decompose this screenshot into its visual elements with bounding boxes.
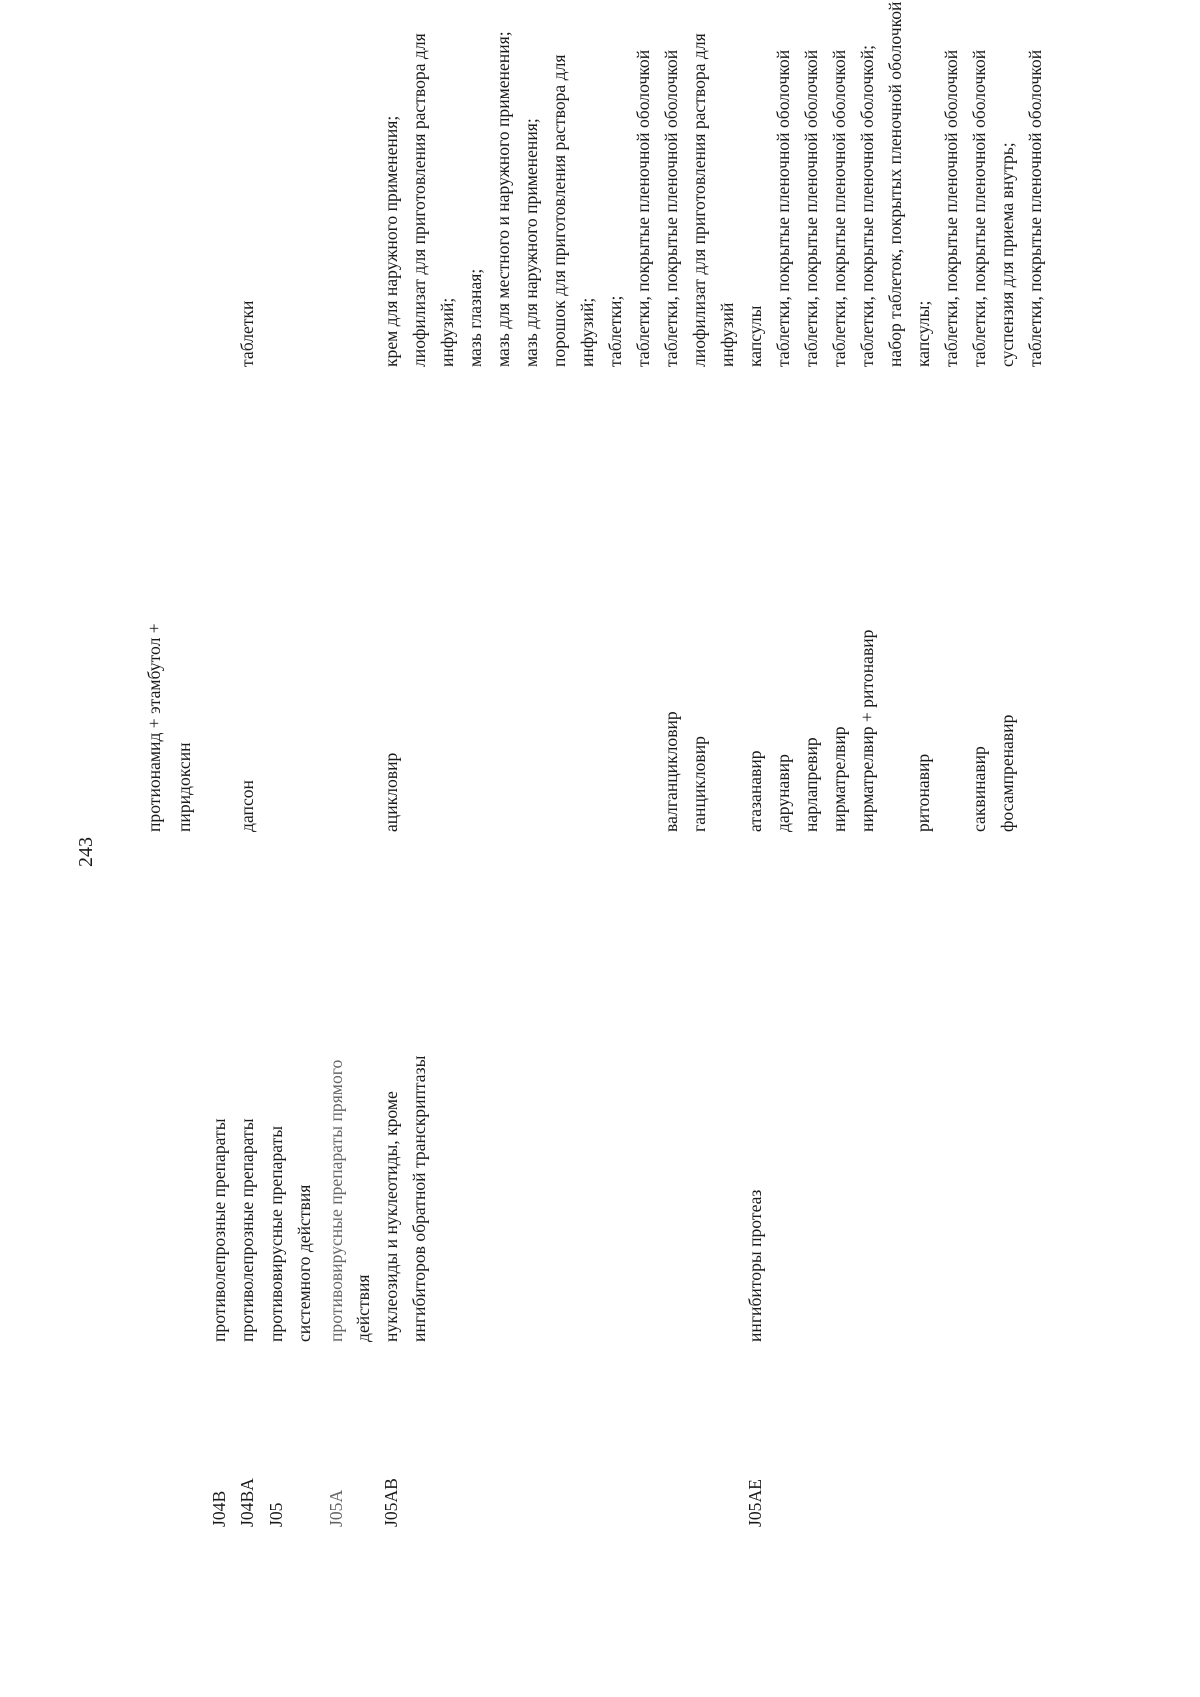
drug-name-cell: нирматрелвир + ритонавир [857, 629, 877, 832]
group-name-cell: противолепрозные препараты [209, 1118, 229, 1342]
dosage-form-cell: инфузий [717, 302, 737, 367]
dosage-form-cell: таблетки, покрытые пленочной оболочкой [829, 49, 849, 367]
group-name-cell: ингибиторов обратной транскриптазы [409, 1055, 429, 1342]
dosage-form-cell: таблетки, покрытые пленочной оболочкой [661, 49, 681, 367]
page-number: 243 [75, 837, 97, 867]
dosage-form-cell: капсулы [745, 305, 765, 367]
drug-name-cell: нарлапревир [801, 737, 821, 832]
drug-name-cell: протионамид + этамбутол + [144, 623, 164, 832]
dosage-form-cell: инфузий; [437, 297, 457, 367]
drug-name-cell: саквинавир [969, 746, 989, 832]
dosage-form-cell: таблетки, покрытые пленочной оболочкой [773, 49, 793, 367]
dosage-form-cell: мазь для местного и наружного применения; [493, 31, 513, 367]
dosage-form-cell: таблетки, покрытые пленочной оболочкой; [857, 44, 877, 367]
dosage-form-cell: таблетки, покрытые пленочной оболочкой [633, 49, 653, 367]
dosage-form-cell: набор таблеток, покрытых пленочной оболочкой [885, 1, 905, 367]
drug-name-cell: ганцикловир [689, 736, 709, 832]
atc-code-cell: J04B [209, 1490, 229, 1527]
drug-name-cell: дарунавир [773, 754, 793, 832]
group-name-cell: нуклеозиды и нуклеотиды, кроме [381, 1091, 401, 1342]
dosage-form-cell: капсулы; [913, 300, 933, 367]
atc-code-cell: J05AB [381, 1478, 401, 1527]
dosage-form-cell: таблетки, покрытые пленочной оболочкой [969, 49, 989, 367]
dosage-form-cell: лиофилизат для приготовления раствора для [409, 33, 429, 367]
drug-name-cell: фосампренавир [997, 714, 1017, 832]
drug-name-cell: пиридоксин [174, 742, 194, 832]
group-name-cell: противолепрозные препараты [237, 1118, 257, 1342]
drug-name-cell: валганцикловир [661, 711, 681, 832]
dosage-form-cell: таблетки [237, 300, 257, 367]
drug-name-cell: нирматрелвир [829, 726, 849, 832]
atc-code-cell: J04BA [237, 1478, 257, 1527]
atc-code-cell: J05 [266, 1502, 286, 1527]
group-name-cell: противовирусные препараты прямого [326, 1059, 346, 1342]
drug-name-cell: ацикловир [381, 752, 401, 832]
atc-code-cell: J05AE [745, 1479, 765, 1527]
dosage-form-cell: таблетки, покрытые пленочной оболочкой [1025, 49, 1045, 367]
dosage-form-cell: суспензия для приема внутрь; [997, 142, 1017, 367]
dosage-form-cell: мазь для наружного применения; [521, 118, 541, 367]
group-name-cell: противовирусные препараты [266, 1125, 286, 1342]
dosage-form-cell: таблетки, покрытые пленочной оболочкой [941, 49, 961, 367]
dosage-form-cell: порошок для приготовления раствора для [549, 54, 569, 367]
group-name-cell: ингибиторы протеаз [745, 1189, 765, 1342]
dosage-form-cell: таблетки, покрытые пленочной оболочкой [801, 49, 821, 367]
dosage-form-cell: инфузий; [577, 297, 597, 367]
dosage-form-cell: мазь глазная; [465, 268, 485, 367]
drug-name-cell: атазанавир [745, 750, 765, 832]
dosage-form-cell: крем для наружного применения; [381, 115, 401, 367]
dosage-form-cell: лиофилизат для приготовления раствора для [689, 33, 709, 367]
drug-name-cell: дапсон [237, 780, 257, 832]
atc-code-cell: J05A [326, 1489, 346, 1527]
drug-name-cell: ритонавир [913, 753, 933, 832]
group-name-cell: системного действия [294, 1184, 314, 1342]
group-name-cell: действия [353, 1274, 373, 1342]
dosage-form-cell: таблетки; [605, 295, 625, 367]
